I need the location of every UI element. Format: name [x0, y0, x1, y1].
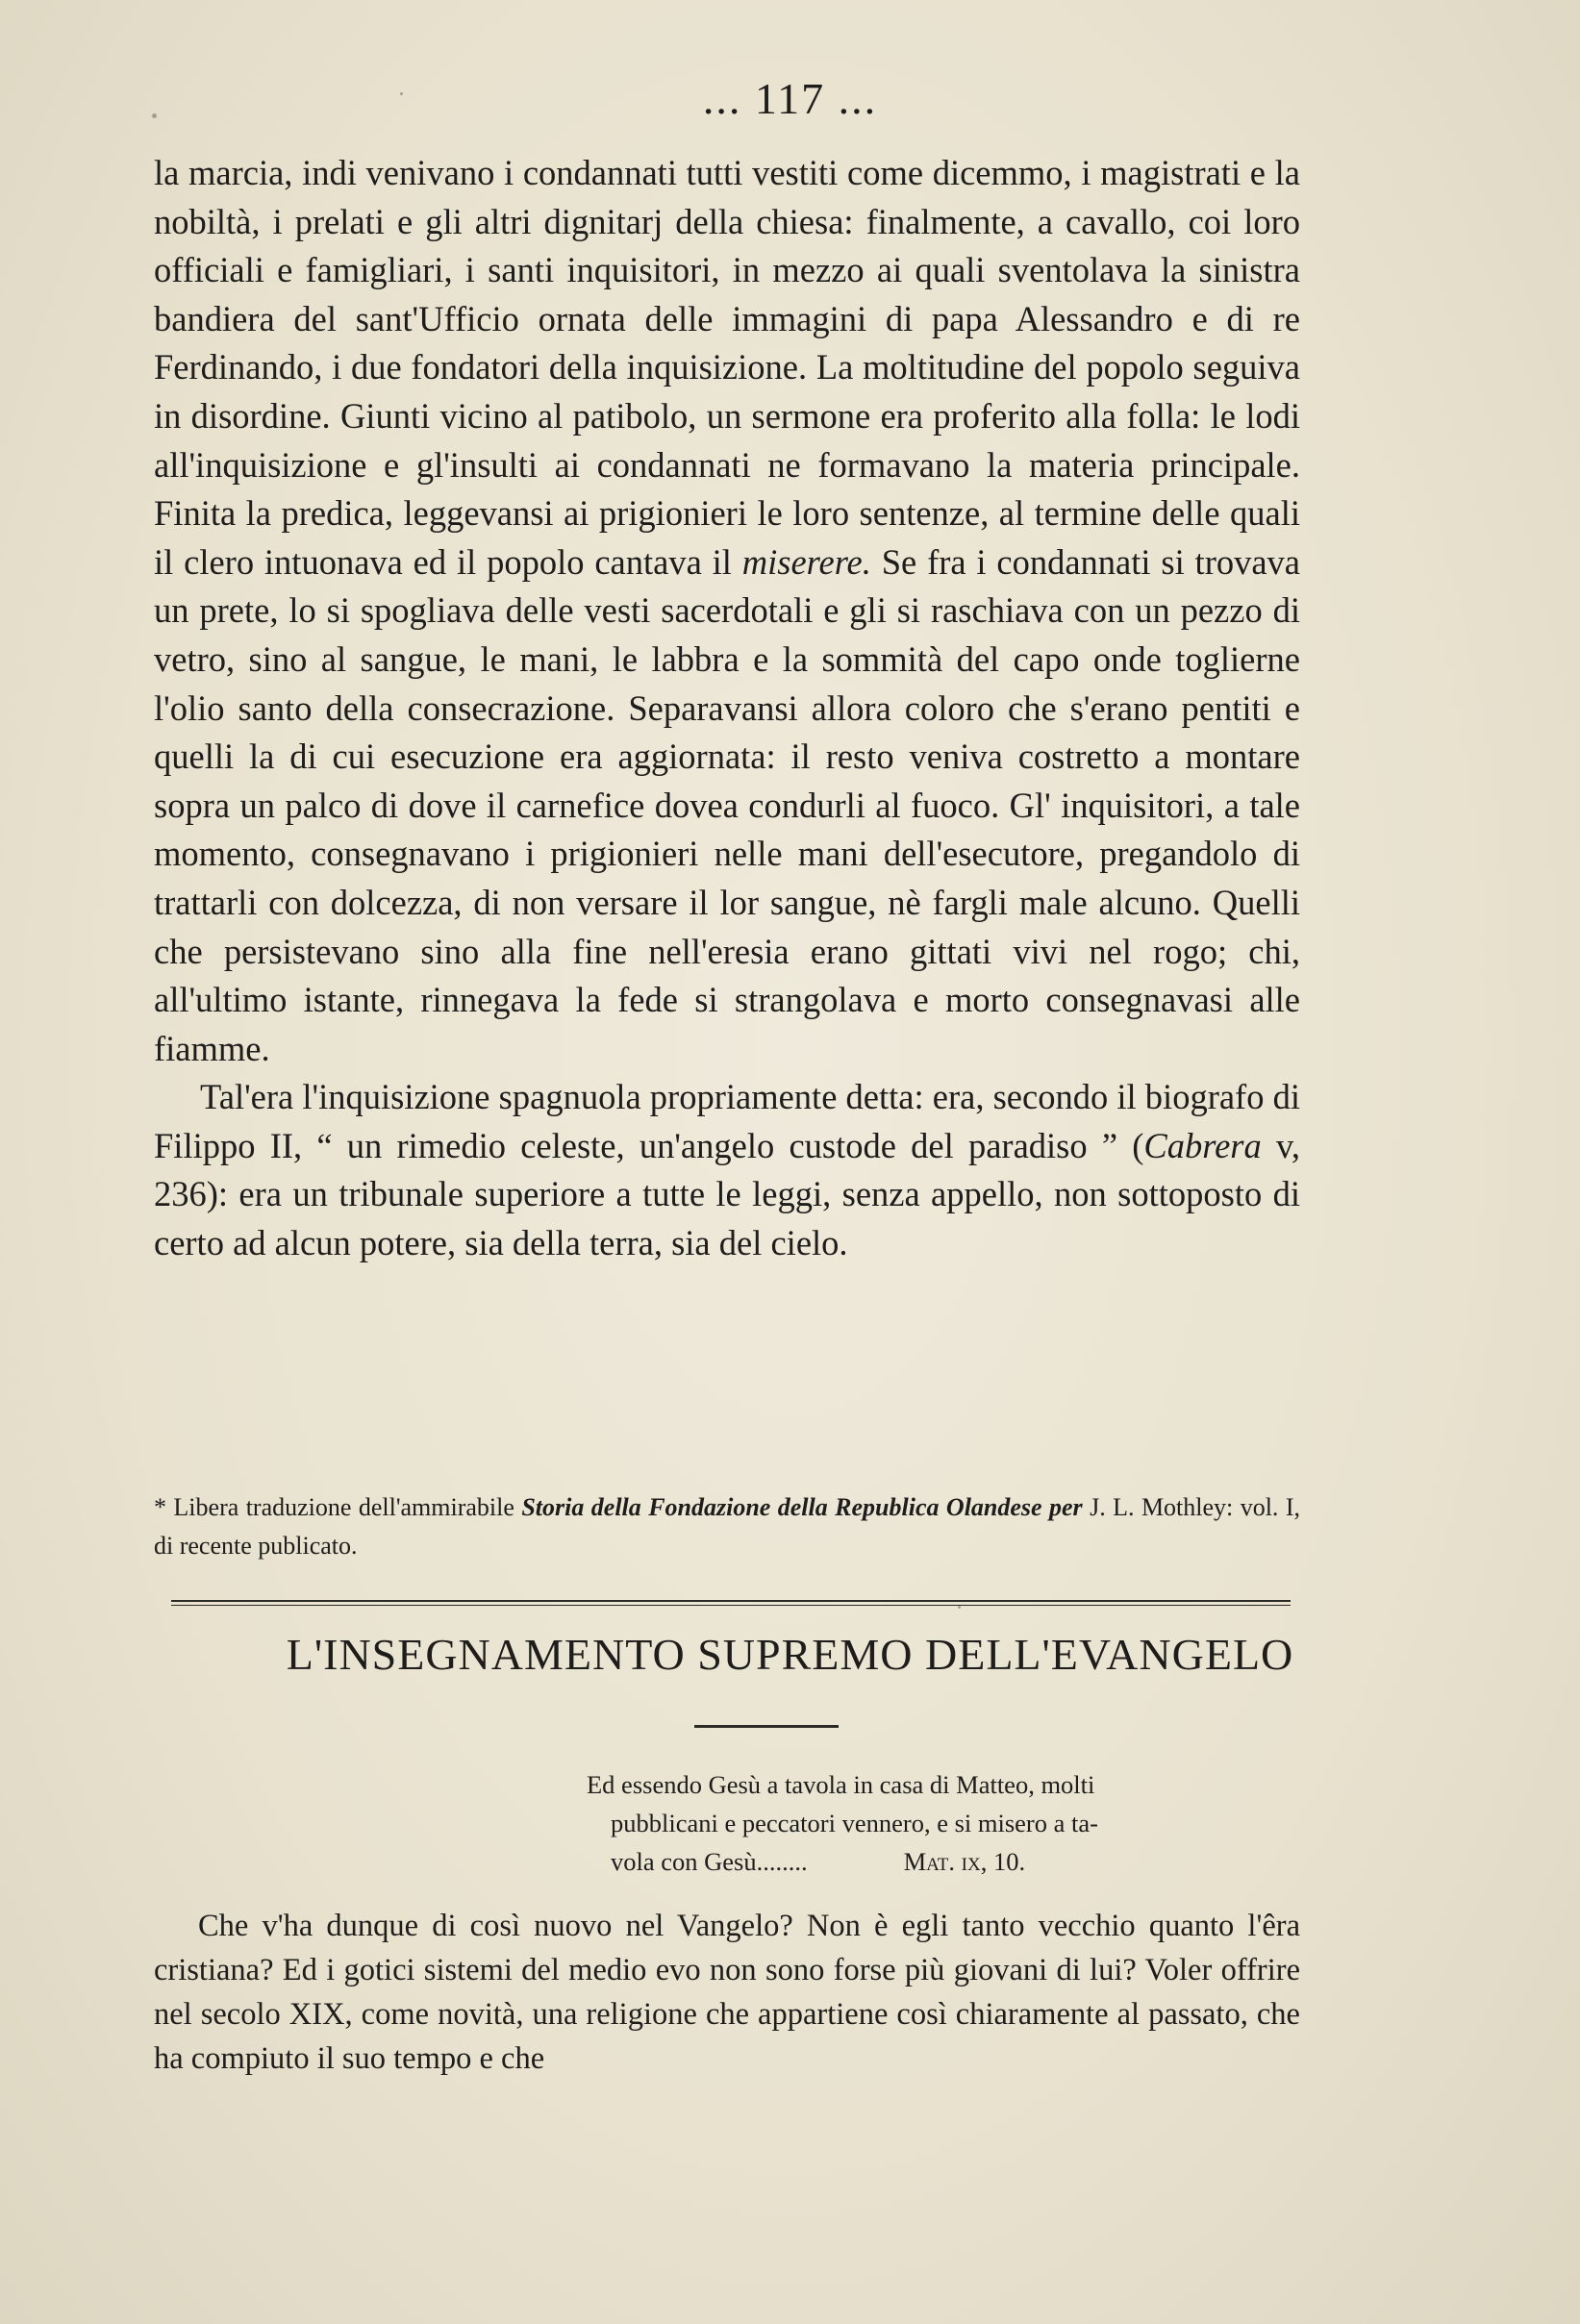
paragraph-text: Tal'era l'inquisizione spagnuola propriamente detta: era, secondo il biografo di Filippo II, “ un rimedio celeste, un'angelo custode del paradiso ” ( — [154, 1077, 1300, 1165]
epigraph-line — [587, 1842, 1304, 1881]
paragraph — [154, 149, 1300, 1073]
citation-author: Cabrera — [1143, 1125, 1262, 1165]
epigraph-line: Ed essendo Gesù a tavola in casa di Matteo, molti — [587, 1770, 1095, 1799]
section-divider — [171, 1600, 1291, 1606]
footnote-text: J. L. Mothley: vol. I, di recente publicato. — [154, 1493, 1300, 1560]
main-text — [154, 149, 1300, 1268]
section-title: L'INSEGNAMENTO SUPREMO DELL'EVANGELO — [286, 1630, 1294, 1679]
section-body — [154, 1904, 1300, 2081]
paragraph-text: la marcia, indi venivano i condannati tutti vestiti come dicemmo, i magistrati e la nobiltà, i prelati e gli altri dignitarj della chiesa: finalmente, a cavallo, coi loro officiali e famigliari, i santi inquisitori, in mezzo ai quali sventolava la sinistra bandiera del sant'Ufficio ornata delle immagini di papa Alessandro e di re Ferdinando, i due fondatori della inquisizione. La moltitudine del popolo seguiva in disordine. Giunti vicino al patibolo, un sermone era proferito alla folla: le lodi all'inquisizione e gl'insulti ai condannati ne formavano la materia principale. Finita la predica, leggevansi ai prigionieri le loro sentenze, al termine delle quali il clero intuonava ed il popolo cantava il — [154, 153, 1300, 582]
footnote-book-title: Storia della Fondazione della Republica Olandese per — [521, 1493, 1083, 1521]
paragraph-text: Se fra i condannati si trovava un prete, lo si spogliava delle vesti sacerdotali e gli si raschiava con un pezzo di vetro, sino al sangue, le mani, le labbra e la sommità del capo onde toglierne l'olio santo della consecrazione. Separavansi allora coloro che s'erano pentiti e quelli la di cui esecuzione era aggiornata: il resto veniva costretto a montare sopra un palco di dove il carnefice dovea condurli al fuoco. Gl' inquisitori, a tale momento, consegnavano i prigionieri nelle mani dell'esecutore, pregandolo di trattarli con dolcezza, di non versare il lor sangue, nè fargli male alcuno. Quelli che persistevano sino alla fine nell'eresia erano gittati vivi nel rogo; chi, all'ultimo istante, rinnegava la fede si strangolava e morto consegnavasi alle fiamme. — [154, 541, 1301, 1068]
epigraph-line-text: pubblicani e peccatori vennero, e si misero a ta- — [611, 1809, 1098, 1837]
paragraph — [154, 1073, 1300, 1267]
epigraph-line — [587, 1804, 1304, 1842]
epigraph-line-text: vola con Gesù........ — [611, 1847, 808, 1876]
title-underline — [694, 1725, 839, 1728]
latin-term: miserere. — [741, 541, 871, 582]
footnote — [154, 1488, 1300, 1565]
paragraph: Che v'ha dunque di così nuovo nel Vangelo? Non è egli tanto vecchio quanto l'êra cristiana? Ed i gotici sistemi del medio evo non sono forse più giovani di lui? Voler offrire nel secolo XIX, come novità, una religione che appartiene così chiaramente al passato, che ha compiuto il suo tempo e che — [154, 1909, 1300, 2076]
paper-spot — [958, 1606, 961, 1609]
page-number: ... 117 ... — [702, 74, 878, 123]
paragraph-text: v, 236): era un tribunale superiore a tutte le leggi, senza appello, non sottoposto di certo ad alcun potere, sia della terra, sia del cielo. — [154, 1125, 1300, 1263]
footnote-text: * Libera traduzione dell'ammirabile — [154, 1493, 522, 1521]
epigraph — [587, 1765, 1304, 1881]
epigraph-reference: Mat. ix, 10. — [903, 1847, 1026, 1876]
